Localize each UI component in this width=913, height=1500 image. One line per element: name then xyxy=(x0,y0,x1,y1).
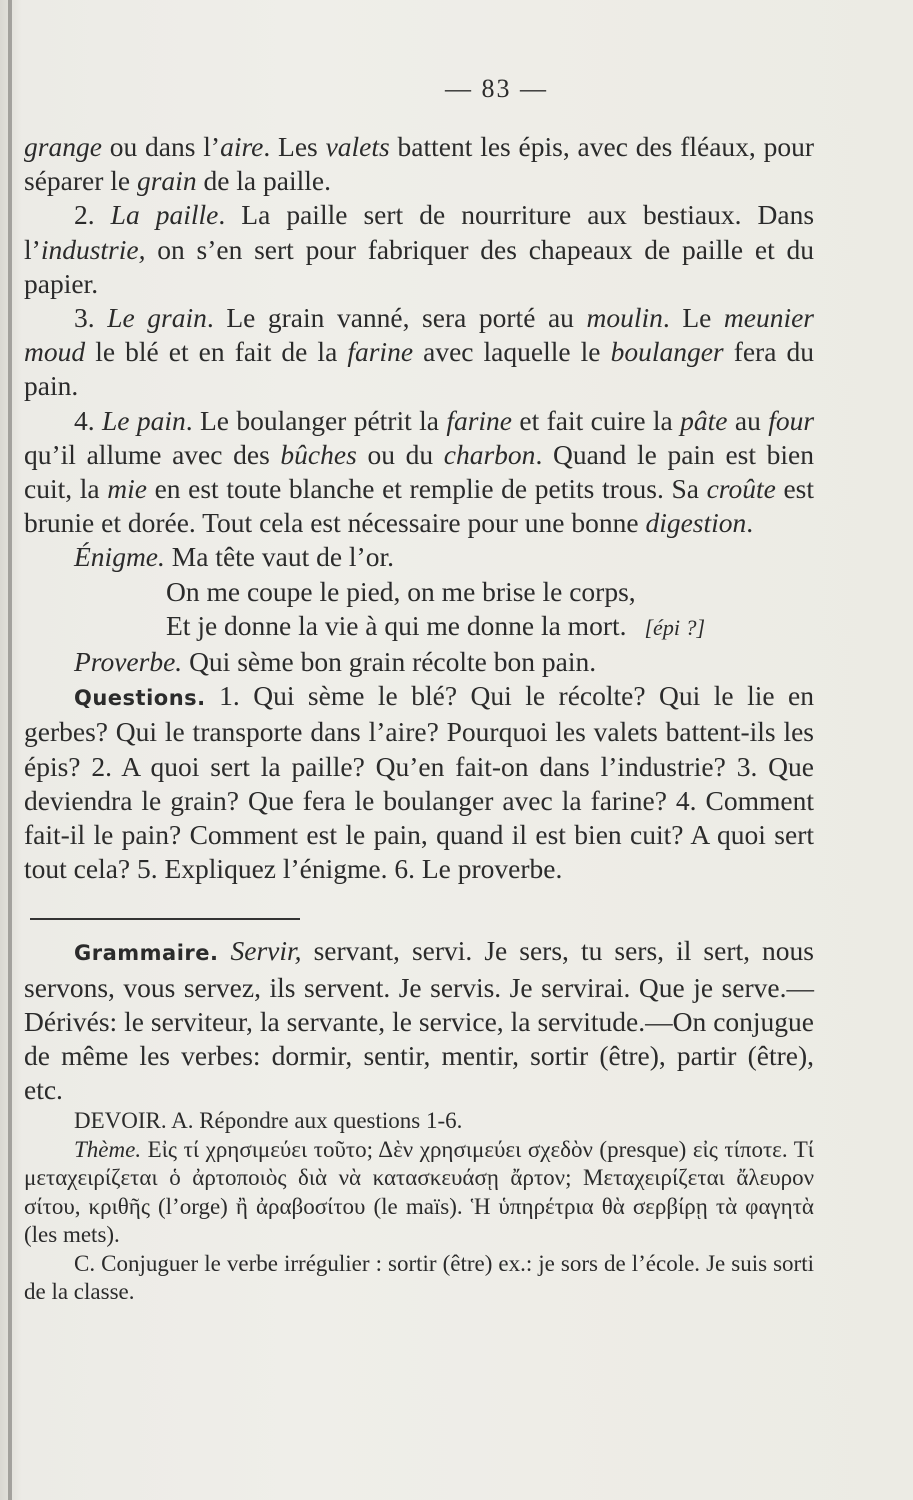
enigme-line-1: Énigme. Ma tête vaut de l’or. xyxy=(74,541,394,573)
devoir-section xyxy=(24,1107,814,1307)
paragraph-3: 3. Le grain. Le grain vanné, sera porté au moulin. Le meunier moud le blé et en fait de la farine avec laquelle le boulanger fera du pain. xyxy=(24,302,815,402)
devoir-a: DEVOIR. A. Répondre aux questions 1-6. xyxy=(74,1108,463,1134)
page-gutter-shadow xyxy=(8,0,12,1500)
paragraph-1: grange ou dans l’aire. Les valets battent les épis, avec des fléaux, pour séparer le grain de la paille. xyxy=(24,131,814,197)
handwritten-note: [épi ?] xyxy=(644,614,705,640)
grammaire: Grammaire. Servir, servant, servi. Je sers, tu sers, il sert, nous servons, vous servez, ils servent. Je servis. Je servirai. Que je serve.—Dérivés: le serviteur, la servante, le service, la servitude.—On conjugue de même les verbes: dormir, sentir, mentir, sortir (être), partir (être), etc. xyxy=(24,935,814,1106)
enigme-line-3: Et je donne la vie à qui me donne la mort. [épi ?] xyxy=(166,609,705,641)
paragraph-2: 2. La paille. La paille sert de nourriture aux bestiaux. Dans l’industrie, on s’en sert pour fabriquer des chapeaux de paille et du papier. xyxy=(24,199,815,299)
section-divider xyxy=(30,918,300,920)
page-number: — 83 — xyxy=(445,74,548,103)
devoir-theme: Thème. Εἰς τί χρησιμεύει τοῦτο; Δὲν χρησιμεύει σχεδὸν (presque) εἰς τίποτε. Τί μεταχειρίζεται ὁ ἀρτοποιὸς διὰ νὰ κατασκευάσῃ ἄρτον; Μεταχειρίζεται ἄλευρον σίτου, κριθῆς (l’orge) ἢ ἀραβοσίτου (le maïs). Ἡ ὑπηρέτρια θὰ σερβίρῃ τὰ φαγητὰ (les mets). xyxy=(24,1136,814,1248)
paragraph-4: 4. Le pain. Le boulanger pétrit la farine et fait cuire la pâte au four qu’il allume avec des bûches ou du charbon. Quand le pain est bien cuit, la mie en est toute blanche et remplie de petits trous. Sa croûte est brunie et dorée. Tout cela est nécessaire pour une bonne digestion. xyxy=(24,404,815,539)
proverbe: Proverbe. Qui sème bon grain récolte bon pain. xyxy=(74,646,597,678)
devoir-c: C. Conjuguer le verbe irrégulier : sortir (être) ex.: je sors de l’école. Je suis sorti de la classe. xyxy=(24,1250,814,1305)
main-text xyxy=(24,130,814,1307)
questions: Questions. 1. Qui sème le blé? Qui le récolte? Qui le lie en gerbes? Qui le transporte dans l’aire? Pourquoi les valets battent-ils les épis? 2. A quoi sert la paille? Qu’en fait-on dans l’industrie? 3. Que deviendra le grain? Que fera le boulanger avec la farine? 4. Comment fait-il le pain? Comment est le pain, quand il est bien cuit? A quoi sert tout cela? 5. Expliquez l’énigme. 6. Le proverbe. xyxy=(24,680,814,885)
enigme-line-2: On me coupe le pied, on me brise le corps, xyxy=(166,575,636,607)
